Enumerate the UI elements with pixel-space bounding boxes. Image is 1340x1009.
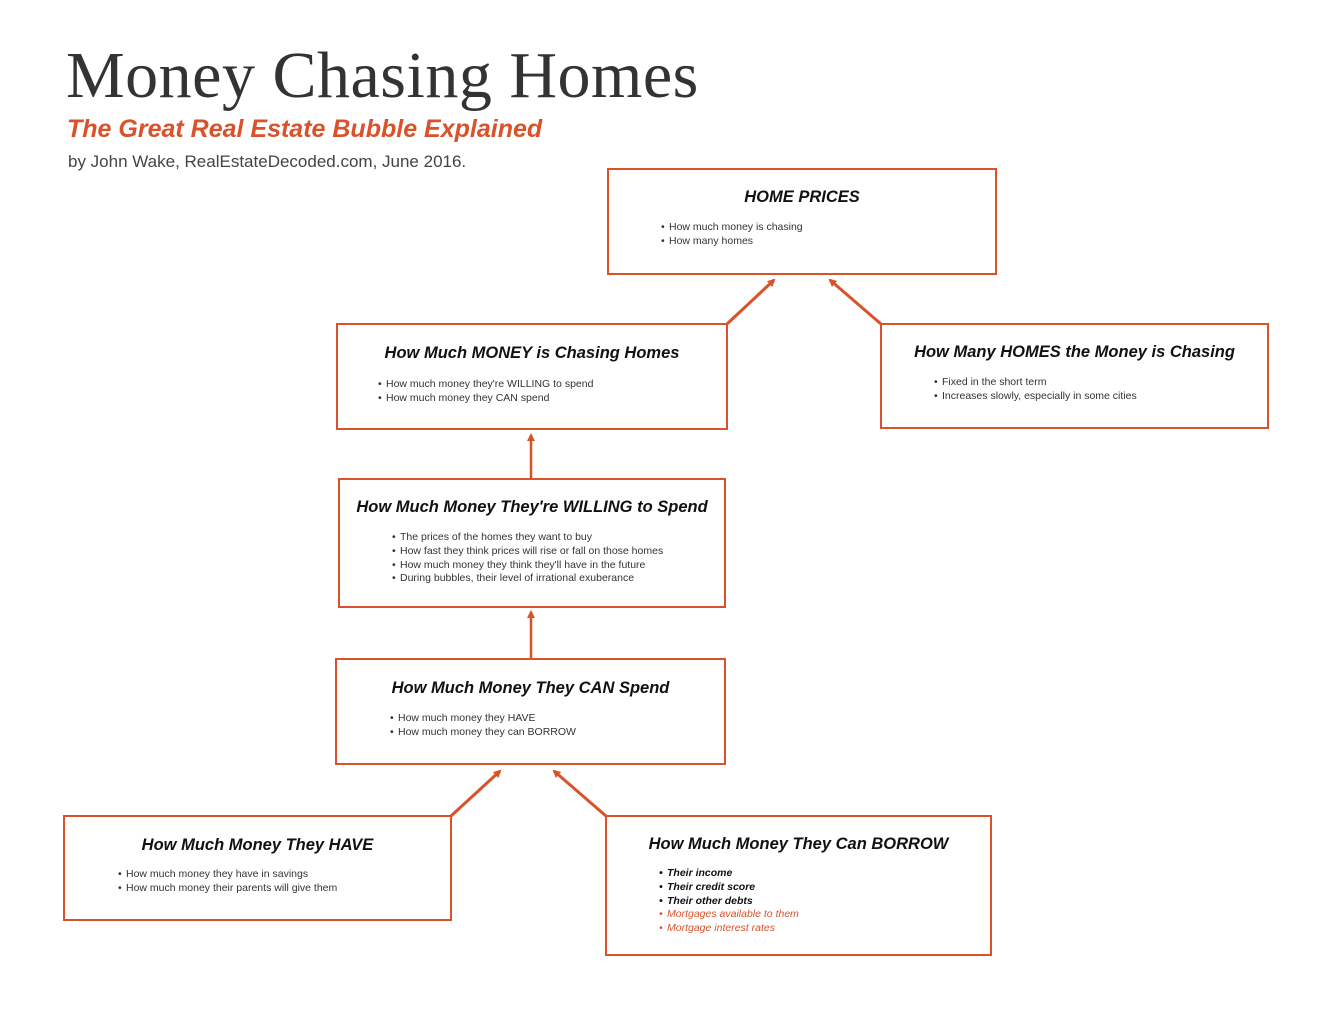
list-item: • During bubbles, their level of irrational exuberance <box>392 572 635 585</box>
list-item: • Their other debts <box>659 894 753 907</box>
arrow-borrow-to-can <box>554 771 606 816</box>
money-chasing-list <box>378 378 593 406</box>
list-item: • How much money they have in savings <box>118 868 309 880</box>
arrow-have-to-can <box>451 771 500 816</box>
arrow-money-to-prices <box>727 280 774 324</box>
list-item-highlighted: • Mortgage interest rates <box>659 922 775 935</box>
list-item: • Increases slowly, especially in some cities <box>934 389 1137 402</box>
homes-chased-title: How Many HOMES the Money is Chasing <box>914 343 1235 361</box>
money-borrow-box <box>605 815 992 956</box>
home-prices-box <box>607 168 997 275</box>
list-item: • The prices of the homes they want to buy <box>392 531 593 543</box>
can-spend-title: How Much Money They CAN Spend <box>391 679 670 697</box>
arrow-homes-to-prices <box>830 280 881 324</box>
list-item: • How much money they CAN spend <box>378 391 550 404</box>
list-item: • How many homes <box>661 234 754 247</box>
money-borrow-title: How Much Money They Can BORROW <box>648 835 949 853</box>
home-prices-title: HOME PRICES <box>744 188 860 206</box>
list-item: • How much money they HAVE <box>390 712 536 724</box>
money-borrow-list <box>659 867 799 936</box>
byline: by John Wake, RealEstateDecoded.com, June 2016. <box>68 152 467 171</box>
list-item: • How much money they're WILLING to spend <box>378 378 594 390</box>
home-prices-list <box>661 221 803 249</box>
list-item: • How much money they can BORROW <box>390 725 576 738</box>
list-item: • Their income <box>659 867 733 879</box>
list-item: • How much money is chasing <box>661 221 803 233</box>
money-have-title: How Much Money They HAVE <box>141 836 374 854</box>
homes-chased-list <box>934 376 1137 404</box>
willing-to-spend-box <box>338 478 726 608</box>
willing-to-spend-list <box>392 531 663 586</box>
page-title: Money Chasing Homes <box>66 39 699 112</box>
homes-chased-box <box>880 323 1269 429</box>
page-subtitle: The Great Real Estate Bubble Explained <box>67 115 543 143</box>
list-item: • Fixed in the short term <box>934 376 1047 388</box>
money-have-list <box>118 868 337 896</box>
can-spend-list <box>390 712 576 740</box>
money-have-box <box>63 815 452 921</box>
money-chasing-title: How Much MONEY is Chasing Homes <box>384 344 680 362</box>
money-chasing-box <box>336 323 728 430</box>
can-spend-box <box>335 658 726 765</box>
list-item: • How much money their parents will give them <box>118 881 338 894</box>
list-item-highlighted: • Mortgages available to them <box>659 908 799 921</box>
list-item: • How fast they think prices will rise or fall on those homes <box>392 544 664 557</box>
list-item: • Their credit score <box>659 880 756 893</box>
willing-to-spend-title: How Much Money They're WILLING to Spend <box>356 498 708 516</box>
list-item: • How much money they think they'll have in the future <box>392 558 646 571</box>
